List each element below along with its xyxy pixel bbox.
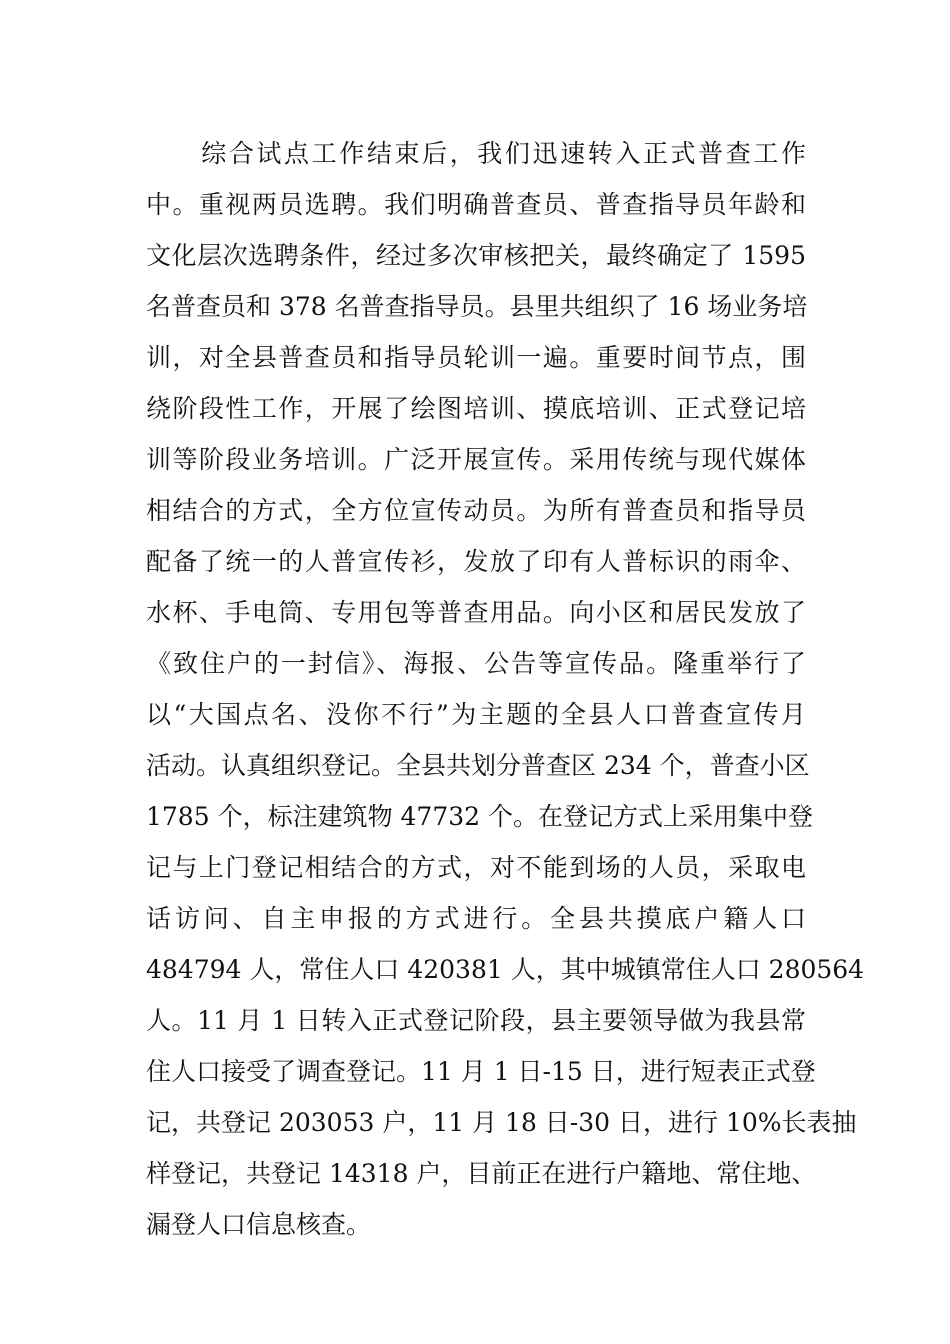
paragraph-line: 484794 人，常住人口 420381 人，其中城镇常住人口 280564 [146, 955, 865, 984]
paragraph-line: 漏登人口信息核查。 [146, 1210, 372, 1239]
paragraph-line: 人。11 月 1 日转入正式登记阶段，县主要领导做为我县常 [146, 1006, 806, 1035]
paragraph-line: 文化层次选聘条件，经过多次审核把关，最终确定了 1595 [146, 241, 806, 270]
paragraph-line: 配备了统一的人普宣传衫，发放了印有人普标识的雨伞、 [146, 547, 806, 576]
paragraph-line: 记，共登记 203053 户，11 月 18 日-30 日，进行 10%长表抽 [146, 1108, 857, 1137]
paragraph-line: 记与上门登记相结合的方式，对不能到场的人员，采取电 [146, 853, 806, 882]
paragraph-line: 中。重视两员选聘。我们明确普查员、普查指导员年龄和 [146, 190, 806, 219]
body-paragraph [146, 128, 865, 1250]
paragraph-line: 样登记，共登记 14318 户，目前正在进行户籍地、常住地、 [146, 1159, 817, 1188]
paragraph-line: 1785 个，标注建筑物 47732 个。在登记方式上采用集中登 [146, 802, 813, 831]
paragraph-line: 水杯、手电筒、专用包等普查用品。向小区和居民发放了 [146, 598, 806, 627]
paragraph-line: 住人口接受了调查登记。11 月 1 日-15 日，进行短表正式登 [146, 1057, 816, 1086]
paragraph-line: 训等阶段业务培训。广泛开展宣传。采用传统与现代媒体 [146, 445, 806, 474]
paragraph-line: 相结合的方式，全方位宣传动员。为所有普查员和指导员 [146, 496, 806, 525]
paragraph-line: 名普查员和 378 名普查指导员。县里共组织了 16 场业务培 [146, 292, 808, 321]
paragraph-line: 活动。认真组织登记。全县共划分普查区 234 个，普查小区 [146, 751, 810, 780]
paragraph-line: 话访问、自主申报的方式进行。全县共摸底户籍人口 [146, 904, 806, 933]
paragraph-line: 综合试点工作结束后，我们迅速转入正式普查工作 [146, 139, 806, 168]
paragraph-line: 训，对全县普查员和指导员轮训一遍。重要时间节点，围 [146, 343, 806, 372]
paragraph-line: 绕阶段性工作，开展了绘图培训、摸底培训、正式登记培 [146, 394, 806, 423]
paragraph-line: 《致住户的一封信》、海报、公告等宣传品。隆重举行了 [146, 649, 806, 678]
paragraph-line: 以“大国点名、没你不行”为主题的全县人口普查宣传月 [146, 700, 806, 729]
